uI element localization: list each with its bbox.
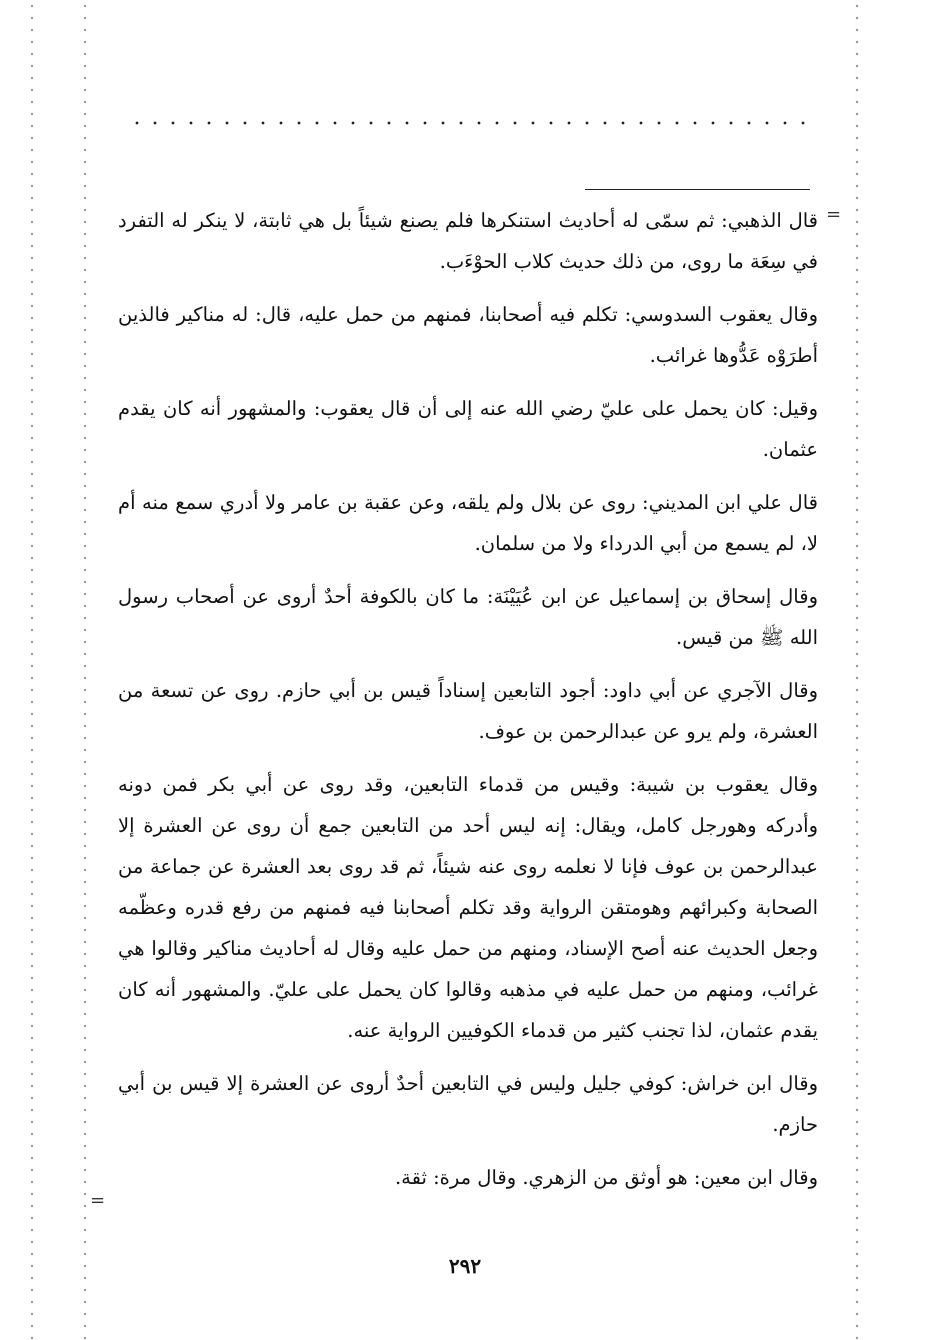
margin-mark: = [90,1190,106,1211]
scan-dotted-margin-line [83,0,87,1340]
paragraph: قال علي ابن المديني: روى عن بلال ولم يلقه، وعن عقبة بن عامر ولا أدري سمع منه أم لا، لم يسمع من أبي الدرداء ولا من سلمان. [118,491,818,555]
paragraph: وقال ابن خراش: كوفي جليل وليس في التابعين أحدٌ أروى عن العشرة إلا قيس بن أبي حازم. [118,1072,818,1136]
paragraph: وقال يعقوب السدوسي: تكلم فيه أصحابنا، فمنهم من حمل عليه، قال: له مناكير فالذين أطرَوْه عَدُّوها غرائب. [118,303,818,367]
scan-dotted-margin-line [30,0,34,1340]
paragraph: قال الذهبي: ثم سمّى له أحاديث استنكرها فلم يصنع شيئاً بل هي ثابتة، لا ينكر له التفرد في سِعَة ما روى، من ذلك حديث كلاب الحوْءَب. [118,209,818,273]
scan-dotted-margin-line [855,0,859,1340]
paragraph: وقال يعقوب بن شيبة: وقيس من قدماء التابعين، وقد روى عن أبي بكر فمن دونه وأدركه وهورجل كامل، ويقال: إنه ليس أحد من التابعين جمع أن روى عن العشرة إلا عبدالرحمن بن عوف فإنا لا نعلمه روى عنه شيئاً، ثم قد روى بعد العشرة عن جماعة من الصحابة وكبرائهم وهومتقن الرواية وقد تكلم أصحابنا فيه فمنهم من رفع قدره وعظّمه وجعل الحديث عنه أصح الإسناد، ومنهم من حمل عليه وقال له أحاديث مناكير وقالوا هي غرائب، ومنهم من حمل عليه في مذهبه وقالوا كان يحمل على عليّ. والمشهور أنه كان يقدم عثمان، لذا تجنب كثير من قدماء الكوفيين الرواية عنه. [118,773,818,1042]
footnote-body [118,200,818,1210]
dotted-separator [128,120,808,126]
footnote-rule [585,189,810,190]
paragraph: وقال ابن معين: هو أوثق من الزهري. وقال مرة: ثقة. [394,1166,818,1189]
paragraph: وقال الآجري عن أبي داود: أجود التابعين إسناداً قيس بن أبي حازم. روى عن تسعة من العشرة، ولم يرو عن عبدالرحمن بن عوف. [118,679,818,743]
paragraph: وقيل: كان يحمل على عليّ رضي الله عنه إلى أن قال يعقوب: والمشهور أنه كان يقدم عثمان. [118,397,818,461]
page-number: ٢٩٢ [448,1254,482,1278]
margin-mark: = [826,204,842,225]
paragraph: وقال إسحاق بن إسماعيل عن ابن عُيَيْنَة: ما كان بالكوفة أحدٌ أروى عن أصحاب رسول الله ﷺ من قيس. [118,585,818,649]
